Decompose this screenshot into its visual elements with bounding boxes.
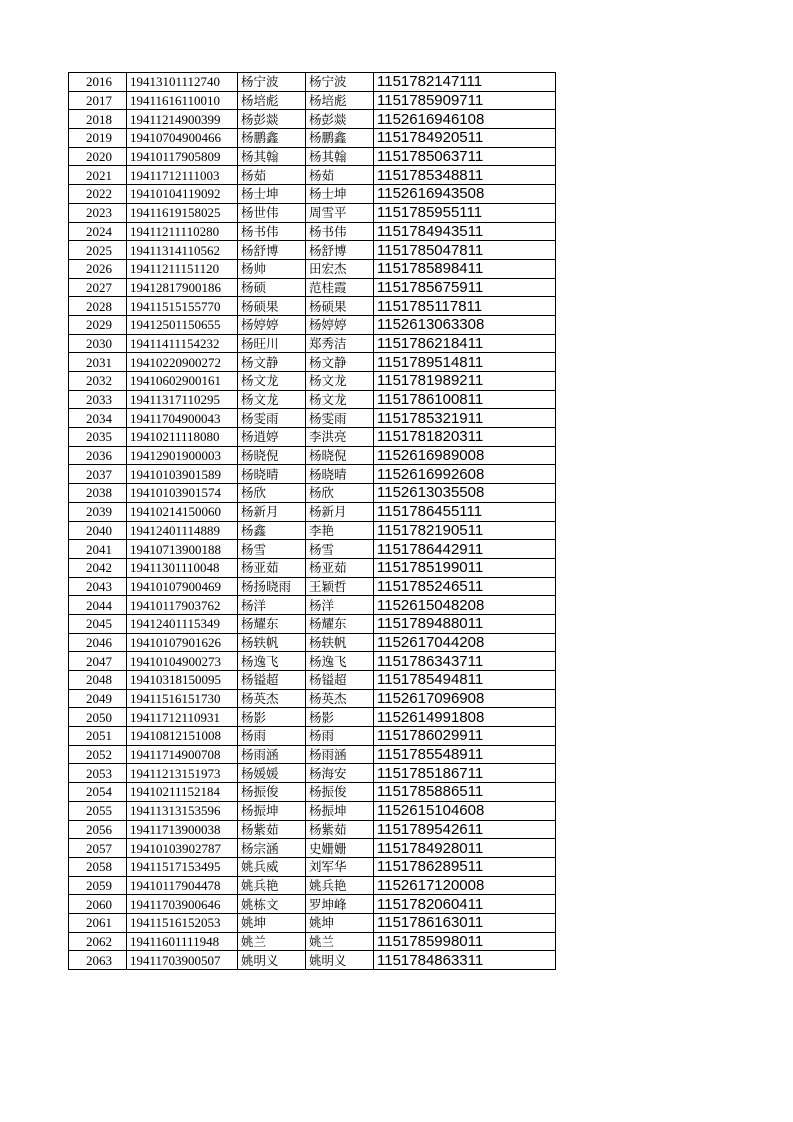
cell-phone-number: 1151785998011 [374, 932, 556, 951]
cell-serial-number: 2035 [69, 428, 127, 447]
table-row [69, 465, 556, 484]
cell-contact-name: 杨振俊 [306, 783, 374, 802]
cell-serial-number: 2039 [69, 502, 127, 521]
cell-id-number: 19411601111948 [127, 932, 238, 951]
cell-contact-name: 田宏杰 [306, 259, 374, 278]
cell-id-number: 19411516151730 [127, 689, 238, 708]
cell-id-number: 19411616110010 [127, 91, 238, 110]
cell-phone-number: 1152616946108 [374, 110, 556, 129]
cell-contact-name: 史姗姗 [306, 839, 374, 858]
table-row [69, 166, 556, 185]
cell-contact-name: 杨文静 [306, 353, 374, 372]
cell-serial-number: 2062 [69, 932, 127, 951]
cell-phone-number: 1151784863311 [374, 951, 556, 970]
cell-serial-number: 2022 [69, 185, 127, 204]
cell-id-number: 19411703900507 [127, 951, 238, 970]
cell-serial-number: 2040 [69, 521, 127, 540]
cell-serial-number: 2025 [69, 241, 127, 260]
cell-phone-number: 1151789542611 [374, 820, 556, 839]
cell-id-number: 19410104900273 [127, 652, 238, 671]
cell-serial-number: 2036 [69, 446, 127, 465]
cell-phone-number: 1151782147111 [374, 73, 556, 92]
cell-contact-name: 李洪亮 [306, 428, 374, 447]
cell-name: 杨镒超 [238, 671, 306, 690]
cell-id-number: 19411211110280 [127, 222, 238, 241]
cell-contact-name: 罗坤峰 [306, 895, 374, 914]
cell-name: 杨耀东 [238, 614, 306, 633]
cell-name: 杨雨涵 [238, 745, 306, 764]
cell-id-number: 19411515155770 [127, 297, 238, 316]
cell-id-number: 19411712110931 [127, 708, 238, 727]
cell-name: 杨雯雨 [238, 409, 306, 428]
cell-contact-name: 杨雪 [306, 540, 374, 559]
cell-contact-name: 杨振坤 [306, 801, 374, 820]
cell-serial-number: 2046 [69, 633, 127, 652]
cell-id-number: 19411712111003 [127, 166, 238, 185]
cell-phone-number: 1151785186711 [374, 764, 556, 783]
table-row [69, 110, 556, 129]
cell-serial-number: 2024 [69, 222, 127, 241]
table-row [69, 652, 556, 671]
cell-name: 杨培彪 [238, 91, 306, 110]
cell-contact-name: 姚坤 [306, 913, 374, 932]
cell-serial-number: 2045 [69, 614, 127, 633]
cell-name: 姚兵艳 [238, 876, 306, 895]
cell-name: 杨士坤 [238, 185, 306, 204]
table-row [69, 913, 556, 932]
cell-name: 杨彭燚 [238, 110, 306, 129]
cell-contact-name: 杨茹 [306, 166, 374, 185]
cell-phone-number: 1151785548911 [374, 745, 556, 764]
cell-serial-number: 2056 [69, 820, 127, 839]
cell-contact-name: 杨晓晴 [306, 465, 374, 484]
cell-phone-number: 1151785494811 [374, 671, 556, 690]
table-row [69, 577, 556, 596]
cell-id-number: 19411703900646 [127, 895, 238, 914]
cell-id-number: 19411317110295 [127, 390, 238, 409]
cell-contact-name: 姚兵艳 [306, 876, 374, 895]
cell-contact-name: 杨影 [306, 708, 374, 727]
cell-contact-name: 杨雨 [306, 727, 374, 746]
table-row [69, 428, 556, 447]
table-row [69, 91, 556, 110]
cell-serial-number: 2033 [69, 390, 127, 409]
cell-serial-number: 2049 [69, 689, 127, 708]
cell-name: 杨宁波 [238, 73, 306, 92]
cell-contact-name: 杨培彪 [306, 91, 374, 110]
cell-contact-name: 杨文龙 [306, 372, 374, 391]
cell-id-number: 19410602900161 [127, 372, 238, 391]
cell-id-number: 19413101112740 [127, 73, 238, 92]
table-row [69, 932, 556, 951]
cell-serial-number: 2053 [69, 764, 127, 783]
table-row [69, 801, 556, 820]
cell-name: 杨硕 [238, 278, 306, 297]
cell-phone-number: 1151786163011 [374, 913, 556, 932]
cell-serial-number: 2030 [69, 334, 127, 353]
cell-serial-number: 2041 [69, 540, 127, 559]
table-row [69, 129, 556, 148]
cell-contact-name: 杨轶帆 [306, 633, 374, 652]
cell-phone-number: 1151785898411 [374, 259, 556, 278]
table-row [69, 502, 556, 521]
cell-id-number: 19410318150095 [127, 671, 238, 690]
cell-phone-number: 1152616989008 [374, 446, 556, 465]
table-row [69, 446, 556, 465]
cell-contact-name: 杨镒超 [306, 671, 374, 690]
table-row [69, 727, 556, 746]
cell-name: 杨晓倪 [238, 446, 306, 465]
cell-name: 杨新月 [238, 502, 306, 521]
cell-contact-name: 杨晓倪 [306, 446, 374, 465]
cell-name: 杨媛媛 [238, 764, 306, 783]
cell-phone-number: 1151786029911 [374, 727, 556, 746]
table-row [69, 689, 556, 708]
cell-id-number: 19412817900186 [127, 278, 238, 297]
cell-phone-number: 1152617096908 [374, 689, 556, 708]
cell-serial-number: 2023 [69, 203, 127, 222]
cell-serial-number: 2026 [69, 259, 127, 278]
cell-phone-number: 1152615048208 [374, 596, 556, 615]
table-row [69, 521, 556, 540]
cell-phone-number: 1151785909711 [374, 91, 556, 110]
cell-contact-name: 杨士坤 [306, 185, 374, 204]
cell-name: 姚明义 [238, 951, 306, 970]
cell-name: 杨鑫 [238, 521, 306, 540]
cell-phone-number: 1152614991808 [374, 708, 556, 727]
spreadsheet-page [68, 72, 556, 970]
cell-phone-number: 1151784928011 [374, 839, 556, 858]
cell-name: 杨鹏鑫 [238, 129, 306, 148]
table-row [69, 895, 556, 914]
cell-contact-name: 杨彭燚 [306, 110, 374, 129]
table-row [69, 259, 556, 278]
cell-serial-number: 2032 [69, 372, 127, 391]
cell-name: 杨文静 [238, 353, 306, 372]
table-row [69, 614, 556, 633]
cell-contact-name: 杨舒博 [306, 241, 374, 260]
table-row [69, 372, 556, 391]
cell-phone-number: 1151789514811 [374, 353, 556, 372]
table-row [69, 241, 556, 260]
cell-contact-name: 杨鹏鑫 [306, 129, 374, 148]
cell-id-number: 19411411154232 [127, 334, 238, 353]
cell-serial-number: 2051 [69, 727, 127, 746]
cell-id-number: 19412401114889 [127, 521, 238, 540]
cell-id-number: 19410704900466 [127, 129, 238, 148]
cell-serial-number: 2018 [69, 110, 127, 129]
table-row [69, 820, 556, 839]
cell-name: 杨洋 [238, 596, 306, 615]
cell-id-number: 19411313153596 [127, 801, 238, 820]
cell-id-number: 19410103901574 [127, 484, 238, 503]
cell-id-number: 19412901900003 [127, 446, 238, 465]
cell-name: 姚兵威 [238, 857, 306, 876]
cell-contact-name: 杨英杰 [306, 689, 374, 708]
cell-id-number: 19411301110048 [127, 558, 238, 577]
cell-contact-name: 杨婷婷 [306, 315, 374, 334]
cell-phone-number: 1151785675911 [374, 278, 556, 297]
cell-name: 杨其翰 [238, 147, 306, 166]
table-row [69, 745, 556, 764]
cell-phone-number: 1151786343711 [374, 652, 556, 671]
cell-name: 姚栋文 [238, 895, 306, 914]
cell-serial-number: 2027 [69, 278, 127, 297]
cell-id-number: 19410107901626 [127, 633, 238, 652]
cell-serial-number: 2031 [69, 353, 127, 372]
cell-name: 杨雨 [238, 727, 306, 746]
table-row [69, 203, 556, 222]
table-row [69, 353, 556, 372]
cell-name: 杨宗涵 [238, 839, 306, 858]
table-row [69, 147, 556, 166]
cell-phone-number: 1151786455111 [374, 502, 556, 521]
cell-id-number: 19410104119092 [127, 185, 238, 204]
cell-phone-number: 1151786289511 [374, 857, 556, 876]
cell-contact-name: 姚明义 [306, 951, 374, 970]
cell-contact-name: 王颖哲 [306, 577, 374, 596]
cell-contact-name: 杨亚茹 [306, 558, 374, 577]
cell-name: 杨茹 [238, 166, 306, 185]
records-table-body [69, 73, 556, 970]
cell-contact-name: 范桂霞 [306, 278, 374, 297]
cell-serial-number: 2042 [69, 558, 127, 577]
cell-contact-name: 姚兰 [306, 932, 374, 951]
table-row [69, 73, 556, 92]
cell-name: 姚兰 [238, 932, 306, 951]
cell-phone-number: 1151786442911 [374, 540, 556, 559]
cell-serial-number: 2052 [69, 745, 127, 764]
cell-id-number: 19411704900043 [127, 409, 238, 428]
cell-phone-number: 1151786100811 [374, 390, 556, 409]
cell-contact-name: 郑秀洁 [306, 334, 374, 353]
cell-serial-number: 2029 [69, 315, 127, 334]
cell-id-number: 19410713900188 [127, 540, 238, 559]
cell-id-number: 19411714900708 [127, 745, 238, 764]
table-row [69, 708, 556, 727]
cell-contact-name: 杨其翰 [306, 147, 374, 166]
cell-id-number: 19411214900399 [127, 110, 238, 129]
cell-contact-name: 杨耀东 [306, 614, 374, 633]
cell-id-number: 19411713900038 [127, 820, 238, 839]
cell-id-number: 19410812151008 [127, 727, 238, 746]
cell-id-number: 19410214150060 [127, 502, 238, 521]
cell-id-number: 19412501150655 [127, 315, 238, 334]
cell-phone-number: 1152613063308 [374, 315, 556, 334]
cell-phone-number: 1151785886511 [374, 783, 556, 802]
cell-serial-number: 2019 [69, 129, 127, 148]
cell-id-number: 19410117903762 [127, 596, 238, 615]
cell-contact-name: 杨欣 [306, 484, 374, 503]
cell-phone-number: 1152616943508 [374, 185, 556, 204]
cell-phone-number: 1151785199011 [374, 558, 556, 577]
cell-serial-number: 2016 [69, 73, 127, 92]
cell-serial-number: 2055 [69, 801, 127, 820]
cell-phone-number: 1151782060411 [374, 895, 556, 914]
cell-contact-name: 杨雯雨 [306, 409, 374, 428]
cell-serial-number: 2050 [69, 708, 127, 727]
cell-serial-number: 2020 [69, 147, 127, 166]
table-row [69, 671, 556, 690]
cell-phone-number: 1152616992608 [374, 465, 556, 484]
cell-phone-number: 1151785047811 [374, 241, 556, 260]
cell-phone-number: 1151785117811 [374, 297, 556, 316]
cell-phone-number: 1151786218411 [374, 334, 556, 353]
records-table [68, 72, 556, 970]
cell-name: 姚坤 [238, 913, 306, 932]
cell-phone-number: 1151785246511 [374, 577, 556, 596]
cell-name: 杨紫茹 [238, 820, 306, 839]
cell-serial-number: 2038 [69, 484, 127, 503]
cell-serial-number: 2048 [69, 671, 127, 690]
cell-contact-name: 杨新月 [306, 502, 374, 521]
cell-phone-number: 1151784943511 [374, 222, 556, 241]
cell-serial-number: 2017 [69, 91, 127, 110]
cell-serial-number: 2060 [69, 895, 127, 914]
cell-name: 杨旺川 [238, 334, 306, 353]
cell-name: 杨欣 [238, 484, 306, 503]
cell-name: 杨帅 [238, 259, 306, 278]
table-row [69, 297, 556, 316]
cell-phone-number: 1152617120008 [374, 876, 556, 895]
cell-phone-number: 1152617044208 [374, 633, 556, 652]
cell-phone-number: 1151781989211 [374, 372, 556, 391]
table-row [69, 334, 556, 353]
cell-contact-name: 杨紫茹 [306, 820, 374, 839]
cell-phone-number: 1152613035508 [374, 484, 556, 503]
cell-contact-name: 杨文龙 [306, 390, 374, 409]
cell-name: 杨晓晴 [238, 465, 306, 484]
cell-contact-name: 杨宁波 [306, 73, 374, 92]
cell-id-number: 19412401115349 [127, 614, 238, 633]
table-row [69, 633, 556, 652]
table-row [69, 222, 556, 241]
cell-name: 杨逍婷 [238, 428, 306, 447]
cell-serial-number: 2047 [69, 652, 127, 671]
cell-contact-name: 李艳 [306, 521, 374, 540]
cell-name: 杨文龙 [238, 372, 306, 391]
cell-contact-name: 杨硕果 [306, 297, 374, 316]
cell-serial-number: 2044 [69, 596, 127, 615]
table-row [69, 839, 556, 858]
cell-phone-number: 1151785321911 [374, 409, 556, 428]
cell-id-number: 19410103902787 [127, 839, 238, 858]
table-row [69, 540, 556, 559]
cell-name: 杨舒博 [238, 241, 306, 260]
cell-name: 杨影 [238, 708, 306, 727]
cell-id-number: 19410211152184 [127, 783, 238, 802]
table-row [69, 484, 556, 503]
table-row [69, 315, 556, 334]
cell-contact-name: 杨雨涵 [306, 745, 374, 764]
cell-contact-name: 杨洋 [306, 596, 374, 615]
cell-id-number: 19411213151973 [127, 764, 238, 783]
table-row [69, 596, 556, 615]
cell-serial-number: 2058 [69, 857, 127, 876]
cell-id-number: 19411211151120 [127, 259, 238, 278]
cell-serial-number: 2028 [69, 297, 127, 316]
cell-name: 杨书伟 [238, 222, 306, 241]
cell-id-number: 19410107900469 [127, 577, 238, 596]
cell-name: 杨扬晓雨 [238, 577, 306, 596]
cell-serial-number: 2021 [69, 166, 127, 185]
cell-contact-name: 刘军华 [306, 857, 374, 876]
cell-name: 杨雪 [238, 540, 306, 559]
cell-contact-name: 杨书伟 [306, 222, 374, 241]
cell-phone-number: 1151785348811 [374, 166, 556, 185]
table-row [69, 278, 556, 297]
cell-name: 杨振坤 [238, 801, 306, 820]
table-row [69, 764, 556, 783]
cell-name: 杨轶帆 [238, 633, 306, 652]
table-row [69, 558, 556, 577]
table-row [69, 409, 556, 428]
cell-name: 杨振俊 [238, 783, 306, 802]
table-row [69, 390, 556, 409]
cell-phone-number: 1151785955111 [374, 203, 556, 222]
cell-name: 杨世伟 [238, 203, 306, 222]
cell-name: 杨婷婷 [238, 315, 306, 334]
cell-serial-number: 2037 [69, 465, 127, 484]
cell-id-number: 19410117905809 [127, 147, 238, 166]
cell-serial-number: 2054 [69, 783, 127, 802]
cell-name: 杨文龙 [238, 390, 306, 409]
cell-phone-number: 1151782190511 [374, 521, 556, 540]
cell-id-number: 19410220900272 [127, 353, 238, 372]
cell-name: 杨逸飞 [238, 652, 306, 671]
table-row [69, 876, 556, 895]
cell-serial-number: 2059 [69, 876, 127, 895]
cell-phone-number: 1151785063711 [374, 147, 556, 166]
cell-id-number: 19411517153495 [127, 857, 238, 876]
cell-contact-name: 杨逸飞 [306, 652, 374, 671]
cell-id-number: 19411516152053 [127, 913, 238, 932]
cell-name: 杨亚茹 [238, 558, 306, 577]
cell-serial-number: 2063 [69, 951, 127, 970]
table-row [69, 783, 556, 802]
cell-serial-number: 2043 [69, 577, 127, 596]
cell-id-number: 19411619158025 [127, 203, 238, 222]
cell-id-number: 19410211118080 [127, 428, 238, 447]
cell-serial-number: 2061 [69, 913, 127, 932]
table-row [69, 185, 556, 204]
cell-name: 杨英杰 [238, 689, 306, 708]
cell-phone-number: 1151784920511 [374, 129, 556, 148]
cell-phone-number: 1152615104608 [374, 801, 556, 820]
cell-serial-number: 2034 [69, 409, 127, 428]
cell-id-number: 19411314110562 [127, 241, 238, 260]
cell-phone-number: 1151789488011 [374, 614, 556, 633]
cell-contact-name: 周雪平 [306, 203, 374, 222]
table-row [69, 951, 556, 970]
cell-phone-number: 1151781820311 [374, 428, 556, 447]
cell-serial-number: 2057 [69, 839, 127, 858]
cell-contact-name: 杨海安 [306, 764, 374, 783]
cell-id-number: 19410117904478 [127, 876, 238, 895]
table-row [69, 857, 556, 876]
cell-name: 杨硕果 [238, 297, 306, 316]
cell-id-number: 19410103901589 [127, 465, 238, 484]
